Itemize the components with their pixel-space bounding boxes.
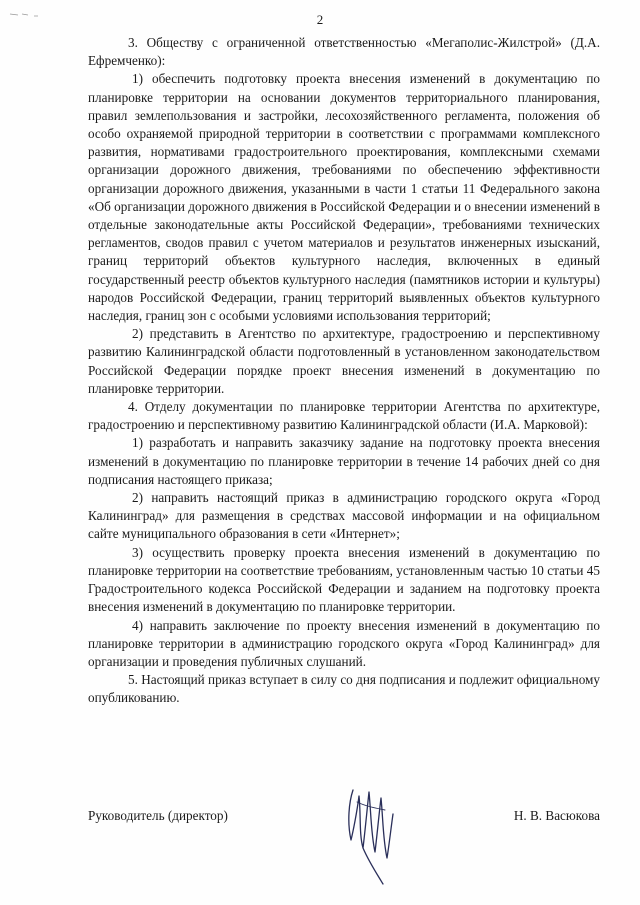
paragraph-4-item-3: 3) осуществить проверку проекта внесения изменений в документацию по планировке территории на соответствие требованиям, установленным частью 10 статьи 45 Градостроительного кодекса Российской Федерации и заданием на подготовку проекта внесения изменений в документацию по планировке территории. <box>88 544 600 615</box>
page-number: 2 <box>316 12 324 27</box>
paragraph-5: 5. Настоящий приказ вступает в силу со дня подписания и подлежит официальному опубликованию. <box>88 672 600 706</box>
paragraph-3-item-1: 1) обеспечить подготовку проекта внесения изменений в документацию по планировке территории на основании документов территориального планирования, правил землепользования и застройки, лесохозяйственного регламента, положения об особо охраняемой природной территории в соответствии с программами комплексного развития, нормативами градостроительного проектирования, комплексными схемами организации дорожного движения, требованиями по обеспечению эффективности организации дорожного движения, указанными в части 1 статьи 11 Федерального закона «Об организации дорожного движения в Российской Федерации и о внесении изменений в отдельные законодательные акты Российской Федерации», требованиями технических регламентов, сводов правил с учетом материалов и результатов инженерных изысканий, границ территорий объектов культурного наследия, включенных в единый государственный реестр объектов культурного наследия (памятников истории и культуры) народов Российской Федерации, границ территорий выявленных объектов культурного наследия, границ зон с особыми условиями использования территорий; <box>88 71 600 324</box>
handwritten-signature <box>335 762 415 892</box>
paragraph-4-item-2: 2) направить настоящий приказ в администрацию городского округа «Город Калининград» для размещения в средствах массовой информации и на официальном сайте муниципального образования в сети «Интернет»; <box>88 490 600 542</box>
signer-name: Н. В. Васюкова <box>513 808 600 823</box>
paragraph-3-item-2: 2) представить в Агентство по архитектуре, градостроению и перспективному развитию Калининградской области подготовленный в установленном законодательством Российской Федерации порядке проект внесения изменений в документацию по планировке территории. <box>88 326 600 396</box>
signer-title: Руководитель (директор) <box>88 808 228 823</box>
paragraph-3-intro: 3. Обществу с ограниченной ответственностью «Мегаполис-Жилстрой» (Д.А. Ефремченко): <box>88 35 600 69</box>
paragraph-4-intro: 4. Отделу документации по планировке территории Агентства по архитектуре, градостроению и перспективному развитию Калининградской области (И.А. Марковой): <box>88 399 600 433</box>
paragraph-4-item-1: 1) разработать и направить заказчику задание на подготовку проекта внесения изменений в документацию по планировке территории в течение 14 рабочих дней со дня подписания настоящего приказа; <box>88 435 600 487</box>
paragraph-4-item-4: 4) направить заключение по проекту внесения изменений в документацию по планировке территории в администрацию городского округа «Город Калининград» для организации и проведения публичных слушаний. <box>88 617 600 669</box>
document-body <box>88 34 600 708</box>
